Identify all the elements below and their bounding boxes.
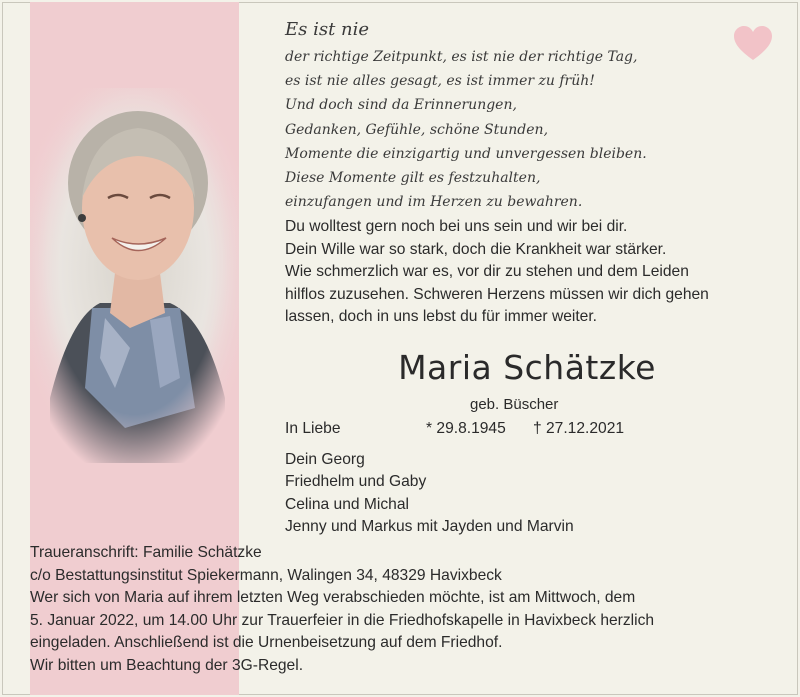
portrait-illustration bbox=[30, 88, 239, 463]
poem bbox=[285, 18, 735, 214]
poem-line: Und doch sind da Erinnerungen, bbox=[285, 97, 517, 114]
heart-icon bbox=[733, 24, 773, 64]
poem-title: Es ist nie bbox=[285, 19, 370, 40]
poem-line: Momente die einzigartig und unvergessen bleiben. bbox=[285, 145, 647, 162]
closing-text: In Liebe bbox=[285, 420, 341, 437]
mourner-item: Friedhelm und Gaby bbox=[285, 473, 427, 491]
footer-info bbox=[30, 542, 768, 678]
portrait-photo bbox=[30, 88, 239, 463]
deceased-name: Maria Schätzke bbox=[398, 348, 656, 387]
poem-line: Diese Momente gilt es festzuhalten, bbox=[285, 170, 541, 187]
mourners-list bbox=[285, 449, 574, 539]
ceremony-line: eingeladen. Anschließend ist die Urnenbeisetzung auf dem Friedhof. bbox=[30, 634, 503, 652]
tribute-text bbox=[285, 216, 769, 329]
poem-line: der richtige Zeitpunkt, es ist nie der richtige Tag, bbox=[285, 49, 638, 65]
mourner-item: Celina und Michal bbox=[285, 495, 409, 513]
note-line: Wir bitten um Beachtung der 3G-Regel. bbox=[30, 656, 304, 674]
birth-date: * 29.8.1945 bbox=[426, 420, 506, 437]
address-line: c/o Bestattungsinstitut Spiekermann, Walingen 34, 48329 Havixbeck bbox=[30, 566, 502, 584]
poem-line: Gedanken, Gefühle, schöne Stunden, bbox=[285, 121, 549, 138]
maiden-name: geb. Büscher bbox=[470, 396, 559, 413]
tribute-line: Wie schmerzlich war es, vor dir zu stehen und dem Leiden bbox=[285, 263, 689, 281]
poem-line: es ist nie alles gesagt, es ist immer zu früh! bbox=[285, 73, 595, 90]
tribute-line: Du wolltest gern noch bei uns sein und wir bei dir. bbox=[285, 218, 628, 235]
tribute-line: hilflos zuzusehen. Schweren Herzens müssen wir dich gehen bbox=[285, 285, 709, 303]
ceremony-line: 5. Januar 2022, um 14.00 Uhr zur Trauerfeier in die Friedhofskapelle in Havixbeck herzlich bbox=[30, 611, 655, 629]
address-line: Traueranschrift: Familie Schätzke bbox=[30, 544, 262, 561]
tribute-line: Dein Wille war so stark, doch die Krankheit war stärker. bbox=[285, 240, 667, 258]
mourner-item: Jenny und Markus mit Jayden und Marvin bbox=[285, 518, 574, 536]
mourner-item: Dein Georg bbox=[285, 451, 365, 468]
death-date: † 27.12.2021 bbox=[533, 420, 625, 437]
tribute-line: lassen, doch in uns lebst du für immer weiter. bbox=[285, 308, 598, 326]
poem-line: einzufangen und im Herzen zu bewahren. bbox=[285, 194, 583, 211]
ceremony-line: Wer sich von Maria auf ihrem letzten Weg verabschieden möchte, ist am Mittwoch, dem bbox=[30, 589, 636, 607]
